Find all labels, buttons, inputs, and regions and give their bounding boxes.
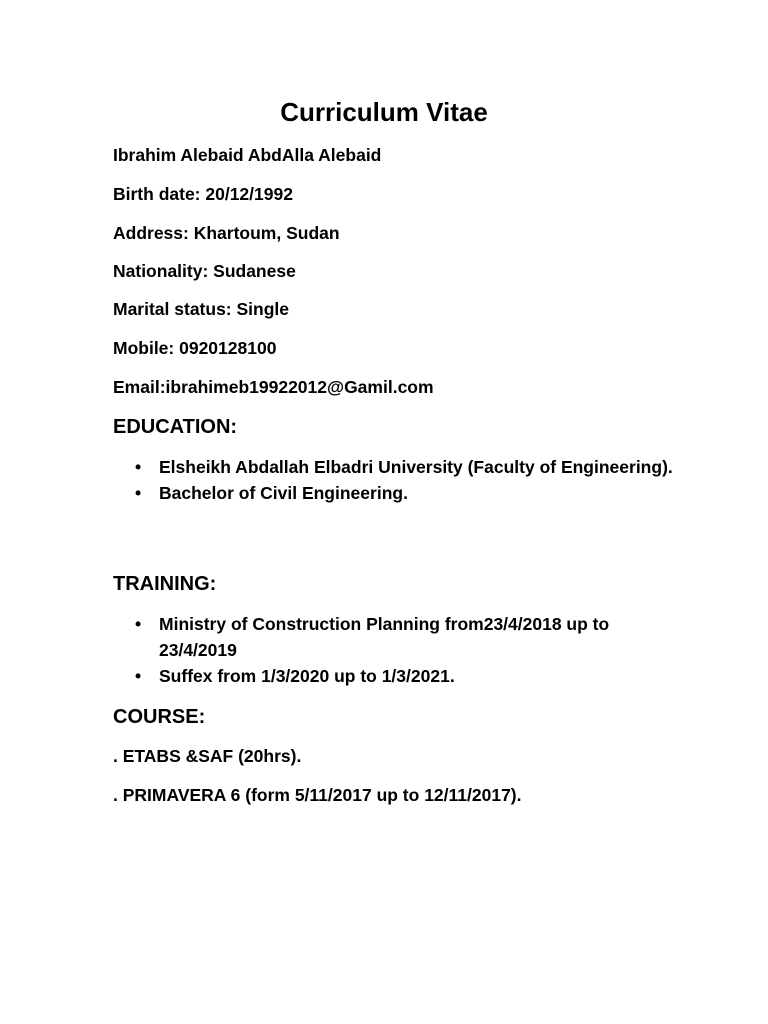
bullet-icon: • (135, 483, 142, 503)
training-item-text: Ministry of Construction Planning from23/4/2018 up to 23/4/2019 (159, 614, 610, 660)
birth-date: Birth date: 20/12/1992 (113, 184, 293, 204)
nationality: Nationality: Sudanese (113, 261, 296, 281)
list-item (113, 611, 673, 663)
address: Address: Khartoum, Sudan (113, 223, 340, 243)
course-heading: COURSE: (113, 706, 206, 728)
list-item (113, 454, 673, 480)
list-item (113, 663, 673, 689)
training-heading: TRAINING: (113, 573, 217, 595)
education-item-text: Bachelor of Civil Engineering. (159, 483, 408, 503)
marital-status: Marital status: Single (113, 299, 290, 319)
course-item: . ETABS &SAF (20hrs). (113, 746, 302, 766)
course-item: . PRIMAVERA 6 (form 5/11/2017 up to 12/11/2017). (113, 785, 522, 805)
bullet-icon: • (135, 666, 142, 686)
full-name: Ibrahim Alebaid AbdAlla Alebaid (113, 145, 382, 165)
bullet-icon: • (135, 614, 142, 634)
training-list (113, 611, 673, 689)
email: Email:ibrahimeb19922012@Gamil.com (113, 377, 434, 397)
training-item-text: Suffex from 1/3/2020 up to 1/3/2021. (159, 666, 455, 686)
mobile: Mobile: 0920128100 (113, 338, 277, 358)
bullet-icon: • (135, 457, 142, 477)
education-item-text: Elsheikh Abdallah Elbadri University (Faculty of Engineering). (159, 457, 673, 477)
education-list (113, 454, 673, 506)
document-title: Curriculum Vitae (280, 97, 488, 127)
list-item (113, 480, 673, 506)
education-heading: EDUCATION: (113, 416, 238, 438)
